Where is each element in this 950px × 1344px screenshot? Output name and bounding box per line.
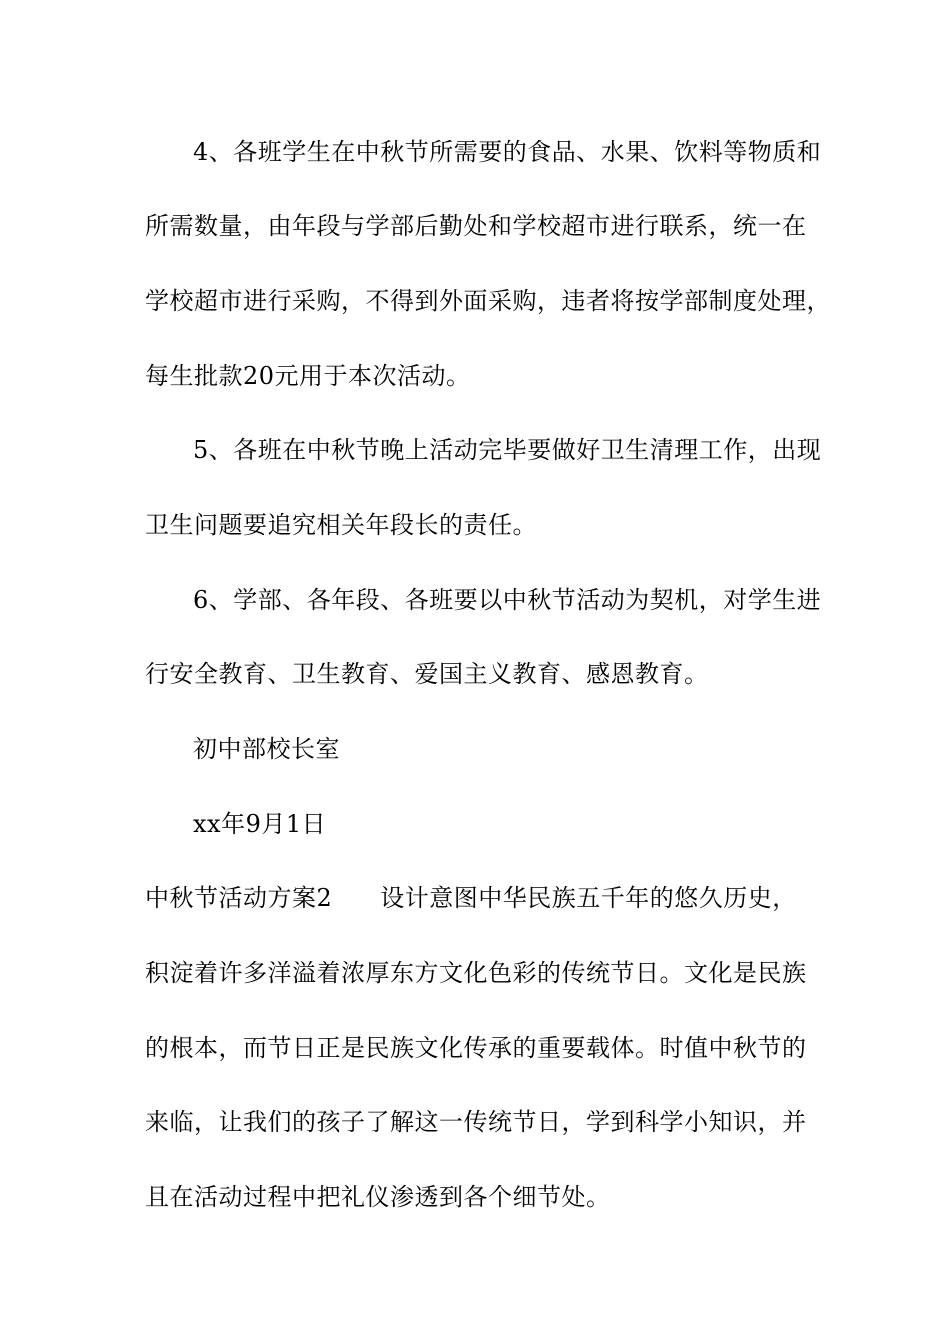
signature-office: 初中部校长室 [193, 735, 340, 763]
paragraph-4-line-4: 每生批款20元用于本次活动。 [145, 362, 471, 390]
paragraph-4-line-1: 4、各班学生在中秋节所需要的食品、水果、饮料等物质和 [193, 138, 822, 166]
signature-date: xx年9月1日 [193, 810, 327, 838]
paragraph-5-line-2: 卫生问题要追究相关年段长的责任。 [145, 511, 537, 539]
section-line-2: 积淀着许多洋溢着浓厚东方文化色彩的传统节日。文化是民族 [145, 959, 807, 987]
paragraph-6-line-1: 6、学部、各年段、各班要以中秋节活动为契机，对学生进 [193, 586, 822, 614]
paragraph-4-line-2: 所需数量，由年段与学部后勤处和学校超市进行联系，统一在 [145, 212, 807, 240]
section-first-line: 设计意图中华民族五千年的悠久历史， [380, 884, 797, 912]
paragraph-4-line-3: 学校超市进行采购，不得到外面采购，违者将按学部制度处理， [145, 287, 831, 315]
paragraph-5-line-1: 5、各班在中秋节晚上活动完毕要做好卫生清理工作，出现 [193, 436, 822, 464]
section-title: 中秋节活动方案2 [145, 884, 333, 912]
section-line-3: 的根本，而节日正是民族文化传承的重要载体。时值中秋节的 [145, 1034, 807, 1062]
section-line-4: 来临，让我们的孩子了解这一传统节日，学到科学小知识，并 [145, 1108, 807, 1136]
section-heading-line [145, 883, 797, 913]
paragraph-6-line-2: 行安全教育、卫生教育、爱国主义教育、感恩教育。 [145, 660, 709, 688]
section-line-5: 且在活动过程中把礼仪渗透到各个细节处。 [145, 1183, 611, 1211]
